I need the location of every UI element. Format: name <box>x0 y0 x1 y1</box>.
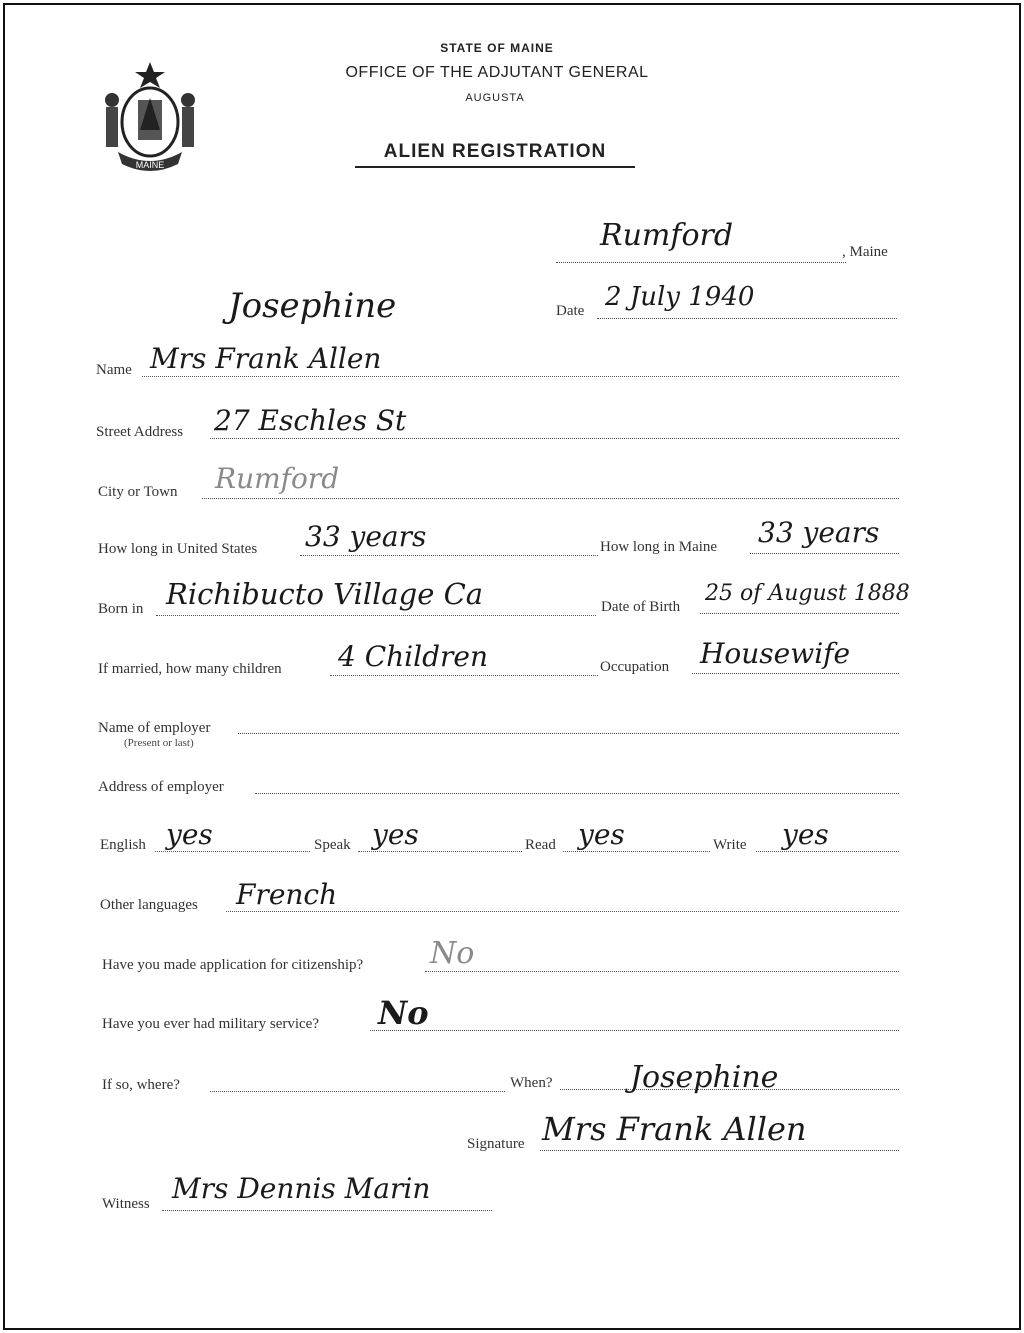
military-line <box>370 1030 899 1031</box>
occupation-line <box>692 673 899 674</box>
name-label: Name <box>96 362 132 378</box>
employer-label: Name of employer <box>98 720 211 736</box>
title-underline <box>355 166 635 168</box>
header-state: STATE OF MAINE <box>440 41 554 55</box>
name-line <box>142 376 899 377</box>
born-in-label: Born in <box>98 601 144 617</box>
header-city: AUGUSTA <box>465 92 525 104</box>
witness-label: Witness <box>102 1196 150 1212</box>
maine-label: , Maine <box>842 244 888 260</box>
city-entry: Rumford <box>215 462 340 495</box>
write-entry: yes <box>782 818 829 851</box>
signature-line <box>540 1150 899 1151</box>
dob-line <box>700 613 899 614</box>
write-line <box>756 851 899 852</box>
citizenship-line <box>425 971 899 972</box>
dob-label: Date of Birth <box>601 599 681 615</box>
state-seal <box>98 60 202 180</box>
read-entry: yes <box>578 818 625 851</box>
speak-entry: yes <box>372 818 419 851</box>
married-line <box>330 675 598 676</box>
street-line <box>210 438 899 439</box>
signature-label: Signature <box>467 1136 525 1152</box>
how-long-us-label: How long in United States <box>98 541 258 557</box>
born-in-entry: Richibucto Village Ca <box>166 577 484 611</box>
city-line <box>202 498 899 499</box>
how-long-us-line <box>300 555 598 556</box>
dob-entry: 25 of August 1888 <box>705 581 910 606</box>
how-long-maine-entry: 33 years <box>758 516 880 549</box>
town-entry: Rumford <box>600 218 734 253</box>
how-long-maine-line <box>750 553 899 554</box>
name-first-entry: Josephine <box>228 286 397 326</box>
married-entry: 4 Children <box>338 640 488 673</box>
seal-text: MAINE <box>135 160 165 170</box>
military-label: Have you ever had military service? <box>102 1016 319 1032</box>
other-languages-line <box>226 911 899 912</box>
occupation-entry: Housewife <box>700 637 851 670</box>
english-label: English <box>100 837 146 853</box>
read-label: Read <box>525 837 556 853</box>
signature-first-entry: Josephine <box>630 1060 779 1095</box>
when-label: When? <box>510 1075 553 1091</box>
employer-address-label: Address of employer <box>98 779 224 795</box>
employer-note: (Present or last) <box>124 737 194 749</box>
other-languages-label: Other languages <box>100 897 198 913</box>
speak-label: Speak <box>314 837 351 853</box>
english-entry: yes <box>166 818 213 851</box>
write-label: Write <box>713 837 747 853</box>
name-entry: Mrs Frank Allen <box>150 342 382 375</box>
street-entry: 27 Eschles St <box>214 404 407 437</box>
witness-entry: Mrs Dennis Marin <box>172 1172 431 1205</box>
employer-line <box>238 733 899 734</box>
born-in-line <box>156 615 596 616</box>
witness-line <box>162 1210 492 1211</box>
speak-line <box>358 851 522 852</box>
city-label: City or Town <box>98 484 178 500</box>
if-so-label: If so, where? <box>102 1077 180 1093</box>
other-languages-entry: French <box>236 878 338 911</box>
date-line <box>597 318 897 319</box>
citizenship-entry: No <box>430 936 475 971</box>
town-line <box>556 262 846 263</box>
employer-address-line <box>255 793 899 794</box>
street-label: Street Address <box>96 424 184 440</box>
how-long-us-entry: 33 years <box>305 520 427 553</box>
date-label: Date <box>556 303 585 319</box>
married-label: If married, how many children <box>98 661 282 677</box>
page-title: ALIEN REGISTRATION <box>383 141 607 162</box>
how-long-maine-label: How long in Maine <box>600 539 718 555</box>
citizenship-label: Have you made application for citizenship? <box>102 957 364 973</box>
header-office: OFFICE OF THE ADJUTANT GENERAL <box>345 64 649 81</box>
date-entry: 2 July 1940 <box>605 282 755 312</box>
military-entry: No <box>378 994 429 1032</box>
if-so-line <box>210 1091 505 1092</box>
read-line <box>563 851 710 852</box>
occupation-label: Occupation <box>600 659 670 675</box>
signature-entry: Mrs Frank Allen <box>542 1110 807 1148</box>
english-line <box>155 851 310 852</box>
